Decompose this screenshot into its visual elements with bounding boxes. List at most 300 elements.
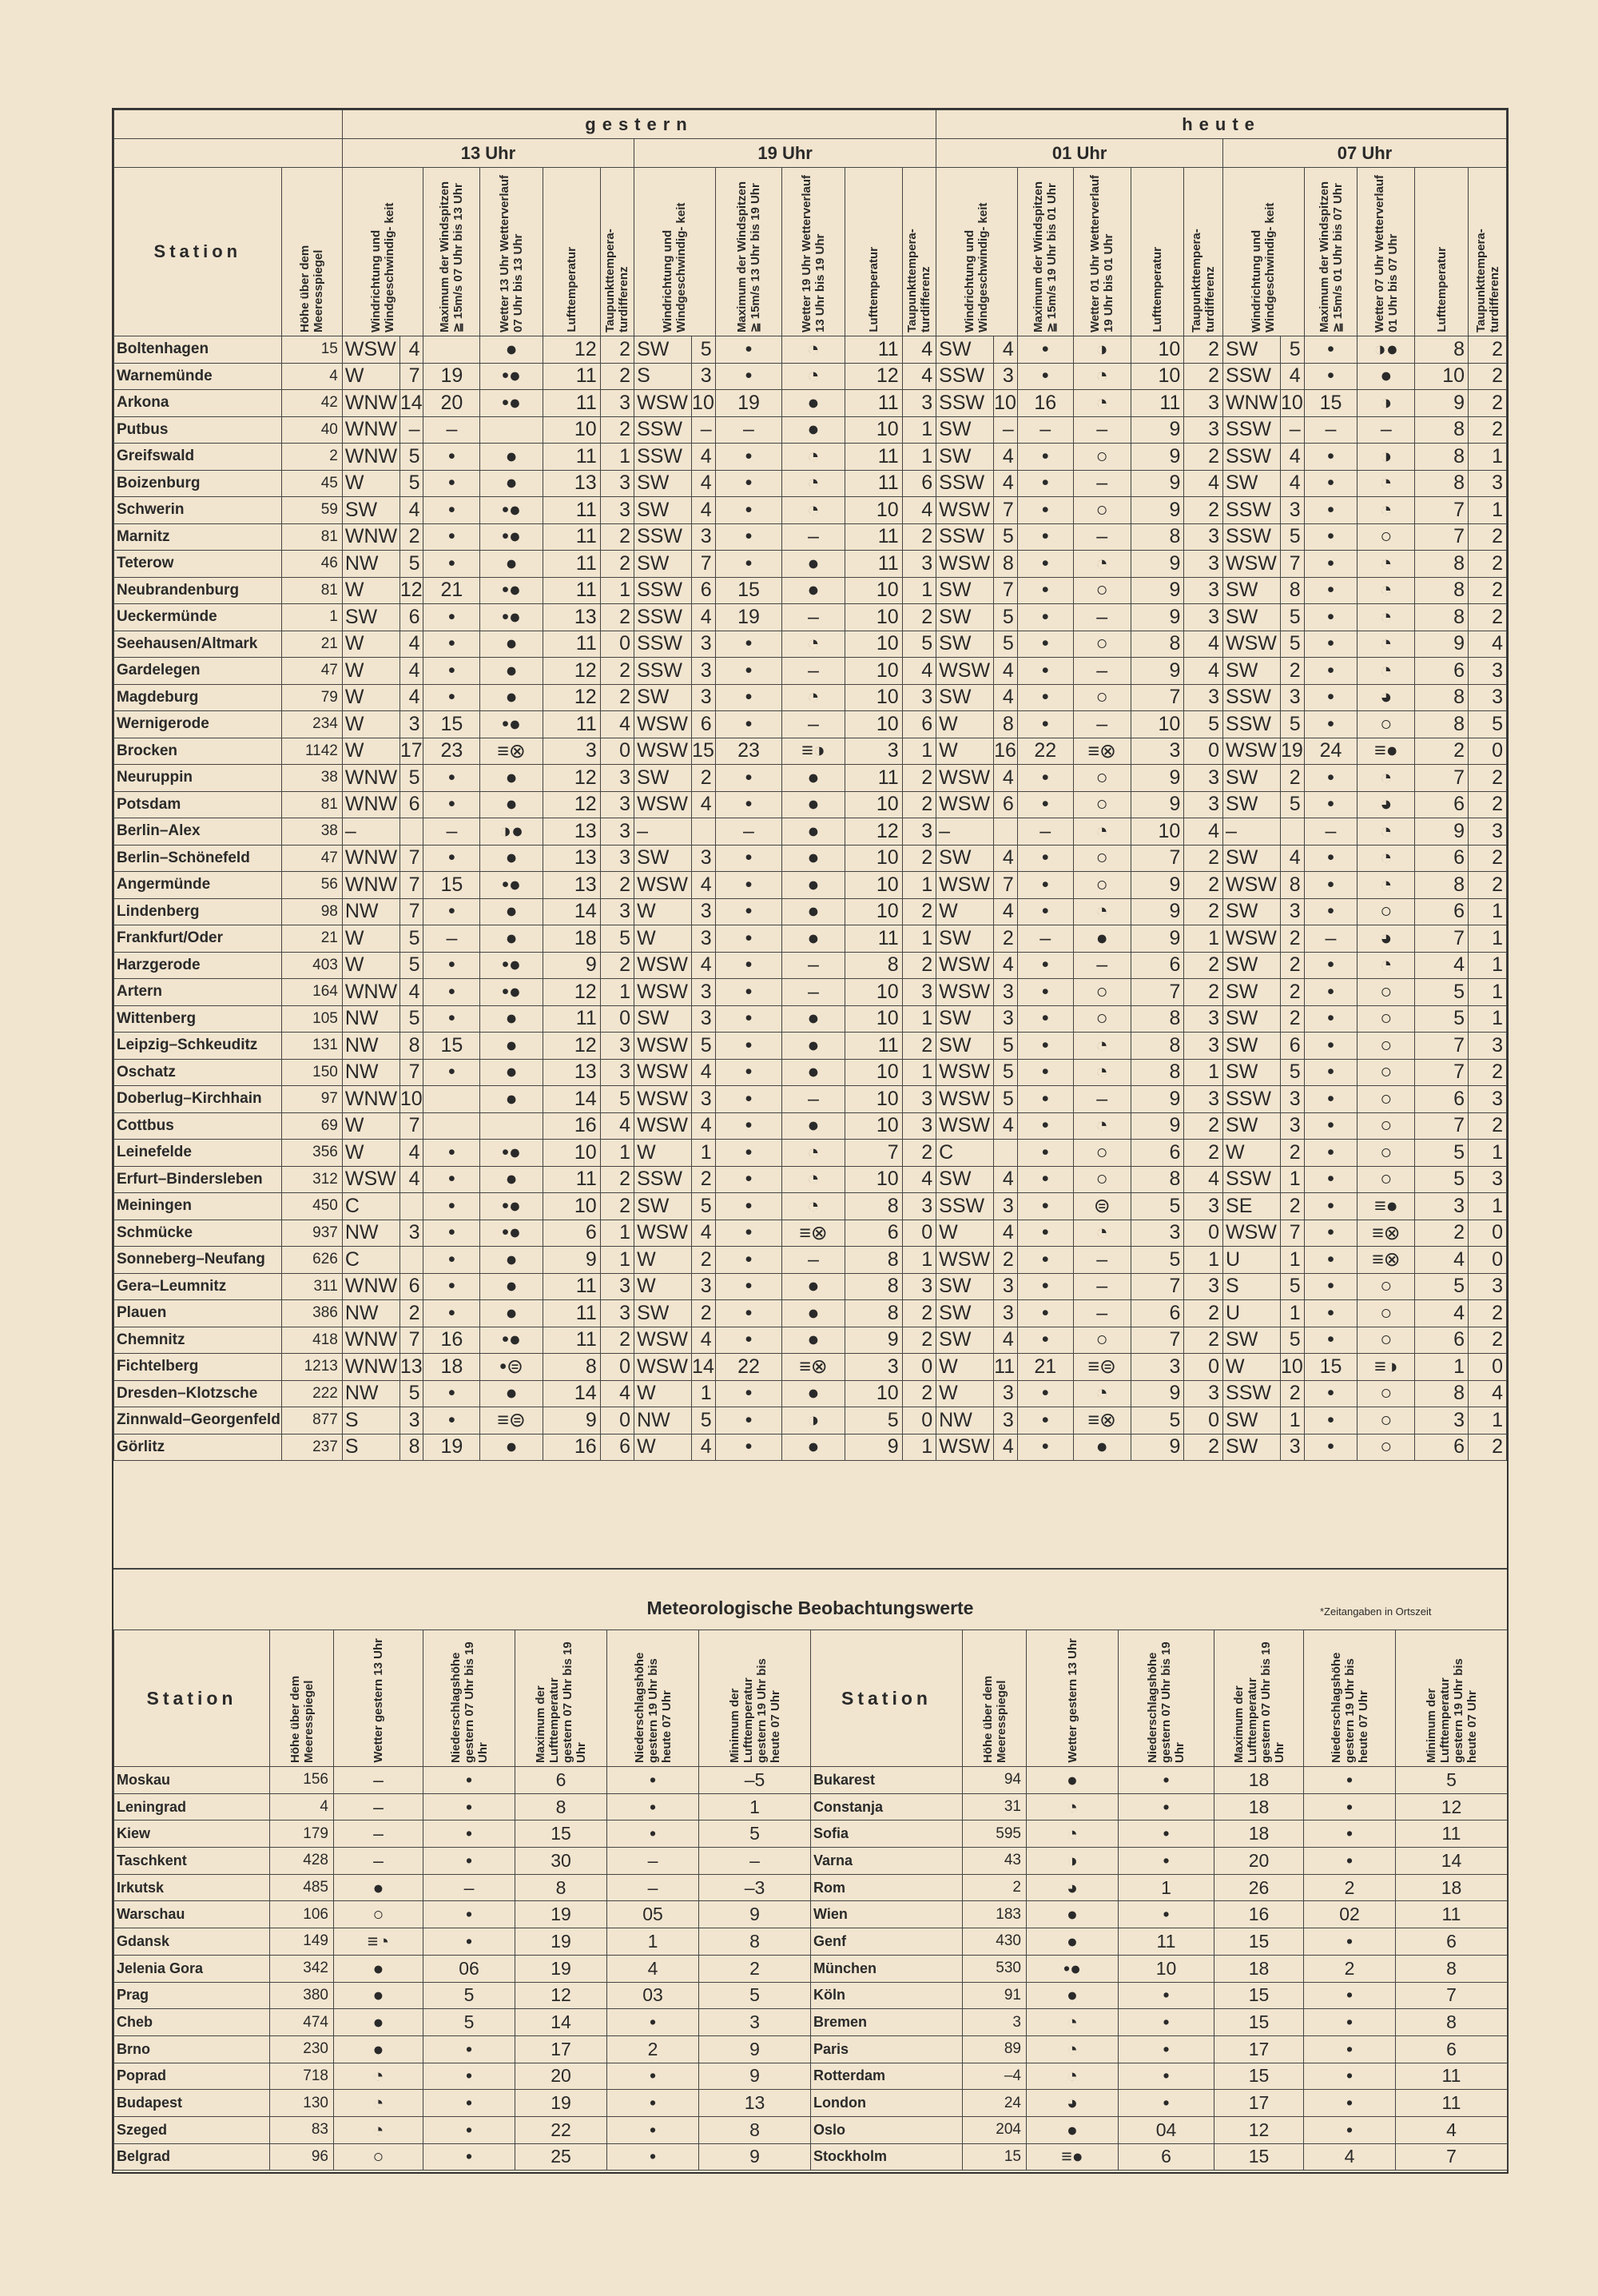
cell: ○ (1073, 444, 1131, 471)
cell: 8 (845, 1193, 902, 1220)
cell: SSW (1223, 1380, 1281, 1407)
cell: 2 (1184, 1140, 1223, 1167)
cell: 1 (1281, 1166, 1305, 1193)
cell: 6 (600, 1434, 634, 1461)
cell: 19 (423, 1434, 480, 1461)
cell: ● (480, 551, 543, 578)
cell: 22 (715, 1354, 782, 1381)
lower-cell: 4 (270, 1793, 334, 1820)
cell: 4 (692, 1434, 716, 1461)
cell: 8 (994, 551, 1018, 578)
lower-cell: • (1119, 1767, 1214, 1794)
cell: • (1304, 872, 1358, 899)
cell: 2 (1184, 872, 1223, 899)
lower-cell: • (1304, 1982, 1396, 2009)
cell: 9 (1131, 604, 1184, 631)
lower-col-header-2: Wetter gestern 13 Uhr (334, 1630, 423, 1767)
lower-station-name: Paris (811, 2035, 963, 2063)
lower-cell: 83 (270, 2116, 334, 2143)
lower-cell: 183 (963, 1901, 1027, 1928)
cell: W (1223, 1140, 1281, 1167)
cell: 4 (1415, 1300, 1469, 1327)
cell: ● (782, 1380, 845, 1407)
lower-cell: ◔ (334, 2090, 423, 2117)
cell: • (1017, 684, 1073, 711)
cell: • (1017, 1086, 1073, 1113)
cell: SSW (1223, 1166, 1281, 1193)
cell: ● (782, 390, 845, 417)
cell: – (423, 818, 480, 846)
station-name: Leipzig–Schkeuditz (114, 1033, 282, 1060)
cell: WNW (342, 845, 400, 872)
cell: 2 (902, 1140, 936, 1167)
cell: 3 (1415, 1407, 1469, 1435)
lower-cell: ◔ (1027, 2035, 1119, 2063)
lower-cell: 6 (1396, 1928, 1508, 1956)
lower-cell: 03 (607, 1982, 699, 2009)
cell: ● (480, 1033, 543, 1060)
cell: ○ (1073, 791, 1131, 818)
cell: – (1073, 711, 1131, 738)
cell: ≡⊗ (1073, 738, 1131, 765)
station-row (114, 765, 1507, 792)
lower-cell: 6 (515, 1767, 607, 1794)
cell: 4 (902, 336, 936, 364)
lower-station-header: Station (114, 1630, 270, 1767)
cell: • (715, 1140, 782, 1167)
cell: 2 (902, 791, 936, 818)
cell: 3 (1469, 1273, 1507, 1300)
cell: 4 (692, 872, 716, 899)
cell: 2 (1469, 1059, 1507, 1086)
cell: 8 (1131, 1033, 1184, 1060)
cell: 45 (281, 470, 342, 497)
cell: 2 (1281, 765, 1305, 792)
cell: • (1304, 1300, 1358, 1327)
cell: ≡◑ (1358, 1354, 1415, 1381)
lower-cell: • (423, 2063, 515, 2090)
cell: SW (634, 470, 692, 497)
lower-cell: • (423, 2116, 515, 2143)
cell: ◔ (782, 444, 845, 471)
cell: ◔ (782, 497, 845, 524)
cell: • (715, 1380, 782, 1407)
cell: 3 (902, 390, 936, 417)
cell: 3 (600, 765, 634, 792)
cell: NW (342, 551, 400, 578)
cell: • (423, 658, 480, 685)
cell: 11 (543, 1166, 600, 1193)
cell: 4 (1415, 1247, 1469, 1274)
lower-cell: • (1304, 1793, 1396, 1820)
cell: •● (480, 363, 543, 390)
cell: 11 (543, 577, 600, 604)
lower-cell: ◕ (1027, 1874, 1119, 1901)
cell: 8 (1415, 470, 1469, 497)
station-name: Erfurt–Bindersleben (114, 1166, 282, 1193)
cell: • (1304, 1193, 1358, 1220)
cell: 6 (1415, 658, 1469, 685)
lower-cell: • (1119, 1793, 1214, 1820)
cell: 7 (994, 577, 1018, 604)
cell: ○ (1073, 845, 1131, 872)
cell: W (342, 363, 400, 390)
cell: • (715, 497, 782, 524)
station-name: Brocken (114, 738, 282, 765)
cell: 1 (902, 1059, 936, 1086)
cell: 1 (1184, 1247, 1223, 1274)
cell: SW (936, 684, 994, 711)
cell: • (715, 711, 782, 738)
lower-col-header-4: Maximum der Lufttemperatur gestern 07 Uhr bis 19 Uhr (515, 1630, 607, 1767)
cell: W (634, 1434, 692, 1461)
cell: 18 (423, 1354, 480, 1381)
lower-cell: 15 (1214, 2063, 1304, 2090)
cell: 2 (600, 551, 634, 578)
cell: 8 (994, 711, 1018, 738)
station-name: Neuruppin (114, 765, 282, 792)
cell: 2 (902, 845, 936, 872)
cell: 1 (1281, 1407, 1305, 1435)
cell: ● (782, 818, 845, 846)
lower-cell: ◔ (334, 2116, 423, 2143)
cell: ≡● (1358, 738, 1415, 765)
cell: 10 (845, 979, 902, 1006)
cell: ◔ (1358, 577, 1415, 604)
cell: 7 (1131, 1273, 1184, 1300)
lower-cell: ● (1027, 1982, 1119, 2009)
corner-cell-2 (114, 139, 343, 168)
cell: WSW (1223, 872, 1281, 899)
cell: 2 (692, 1247, 716, 1274)
corner-cell (114, 110, 343, 139)
cell: ◔ (1073, 1220, 1131, 1247)
cell: ● (480, 658, 543, 685)
cell: 1 (600, 1220, 634, 1247)
cell: 0 (1184, 1407, 1223, 1435)
cell: 2 (600, 1327, 634, 1354)
cell: ● (480, 1059, 543, 1086)
cell: • (423, 979, 480, 1006)
cell: 2 (1469, 872, 1507, 899)
cell: 0 (902, 1407, 936, 1435)
cell: SW (1223, 577, 1281, 604)
col-header-g19-1: Maximum der Windspitzen ≧ 15m/s 13 Uhr bis 19 Uhr (715, 168, 782, 336)
cell: 6 (1415, 1327, 1469, 1354)
cell: 10 (845, 845, 902, 872)
cell: 10 (845, 577, 902, 604)
cell: 5 (400, 925, 423, 953)
cell: 3 (1469, 684, 1507, 711)
cell: 3 (1469, 1166, 1507, 1193)
lower-cell: • (1304, 2116, 1396, 2143)
lower-cell: • (1119, 2035, 1214, 2063)
station-row (114, 1193, 1507, 1220)
station-name: Wittenberg (114, 1005, 282, 1033)
cell: • (715, 1086, 782, 1113)
cell: • (1017, 470, 1073, 497)
cell: • (715, 925, 782, 953)
lower-cell: 18 (1214, 1767, 1304, 1794)
cell: 3 (1184, 1380, 1223, 1407)
cell: 6 (1131, 952, 1184, 979)
cell: 79 (281, 684, 342, 711)
cell: – (994, 416, 1018, 444)
cell: ● (782, 1300, 845, 1327)
cell: 5 (994, 1086, 1018, 1113)
lower-station-name: Cheb (114, 2009, 270, 2036)
lower-station-name: Gdansk (114, 1928, 270, 1956)
cell: 4 (400, 497, 423, 524)
station-row (114, 444, 1507, 471)
station-name: Seehausen/Altmark (114, 631, 282, 658)
lower-row (114, 1874, 811, 1901)
cell: 13 (543, 1059, 600, 1086)
lower-cell: 7 (1396, 1982, 1508, 2009)
cell: • (1304, 898, 1358, 925)
lower-row (114, 2009, 811, 2036)
lower-cell: 4 (1304, 2143, 1396, 2171)
cell: WNW (342, 872, 400, 899)
cell: ⊜ (1073, 1193, 1131, 1220)
station-row (114, 738, 1507, 765)
lower-station-name: Rotterdam (811, 2063, 963, 2090)
station-row (114, 711, 1507, 738)
cell: 4 (692, 470, 716, 497)
lower-row (811, 2090, 1508, 2117)
cell: 2 (1469, 604, 1507, 631)
cell: 5 (692, 1033, 716, 1060)
cell: WSW (1223, 738, 1281, 765)
cell: 15 (281, 336, 342, 364)
cell: • (423, 1166, 480, 1193)
lower-col-header-1: Höhe über dem Meeresspiegel (963, 1630, 1027, 1767)
cell: 8 (845, 1273, 902, 1300)
lower-row (114, 1955, 811, 1982)
cell: 11 (845, 336, 902, 364)
cell: 2 (994, 925, 1018, 953)
cell: – (342, 818, 400, 846)
lower-row (811, 2143, 1508, 2171)
cell: • (423, 791, 480, 818)
lower-col-header-1: Höhe über dem Meeresspiegel (270, 1630, 334, 1767)
cell: 9 (1415, 631, 1469, 658)
cell: • (715, 1407, 782, 1435)
lower-col-header-2: Wetter gestern 13 Uhr (1027, 1630, 1119, 1767)
cell: 4 (994, 684, 1018, 711)
lower-cell: 89 (963, 2035, 1027, 2063)
lower-cell: • (423, 2035, 515, 2063)
cell: • (715, 765, 782, 792)
cell: • (1017, 523, 1073, 551)
cell: – (782, 979, 845, 1006)
cell: W (936, 711, 994, 738)
cell: SE (1223, 1193, 1281, 1220)
lower-cell: ◔ (1027, 2009, 1119, 2036)
cell: • (715, 1059, 782, 1086)
lower-cell: 13 (699, 2090, 811, 2117)
cell: W (342, 952, 400, 979)
lower-cell: • (1304, 1928, 1396, 1956)
cell: 4 (400, 1166, 423, 1193)
col-header-h01-4: Taupunkttempera- turdifferenz (1184, 168, 1223, 336)
lower-cell: • (607, 2143, 699, 2171)
lower-cell: 8 (1396, 2009, 1508, 2036)
lower-cell: 31 (963, 1793, 1027, 1820)
lower-cell: • (1304, 2035, 1396, 2063)
cell: • (1017, 497, 1073, 524)
cell: • (715, 898, 782, 925)
lower-col-header-3: Niederschlagshöhe gestern 07 Uhr bis 19 Uhr (1119, 1630, 1214, 1767)
cell: 1 (692, 1140, 716, 1167)
lower-col-header-6: Minimum der Lufttemperatur gestern 19 Uhr bis heute 07 Uhr (699, 1630, 811, 1767)
cell: ● (782, 845, 845, 872)
cell: • (423, 1140, 480, 1167)
cell: ◔ (782, 470, 845, 497)
cell: 11 (543, 1005, 600, 1033)
cell: 2 (902, 1327, 936, 1354)
cell: 150 (281, 1059, 342, 1086)
station-name: Magdeburg (114, 684, 282, 711)
cell: WSW (634, 738, 692, 765)
lower-cell: 430 (963, 1928, 1027, 1956)
cell: •● (480, 952, 543, 979)
cell: 3 (1184, 1086, 1223, 1113)
lower-table-left (113, 1629, 811, 2171)
col-header-h01-3: Lufttemperatur (1131, 168, 1184, 336)
cell: 9 (1131, 1112, 1184, 1140)
cell: 4 (902, 1166, 936, 1193)
cell: – (634, 818, 692, 846)
cell: 2 (692, 1166, 716, 1193)
cell: 2 (1469, 523, 1507, 551)
cell: • (1017, 336, 1073, 364)
cell: 13 (543, 845, 600, 872)
cell: W (342, 631, 400, 658)
lower-title: Meteorologische Beobachtungswerte (646, 1598, 974, 1618)
lower-cell: 12 (1214, 2116, 1304, 2143)
lower-station-name: Poprad (114, 2063, 270, 2090)
cell: ◔ (1073, 818, 1131, 846)
cell: • (1304, 1380, 1358, 1407)
cell: 8 (1131, 523, 1184, 551)
cell: 10 (845, 416, 902, 444)
station-row (114, 1434, 1507, 1461)
cell: 7 (1415, 497, 1469, 524)
lower-row (114, 1793, 811, 1820)
cell: 21 (1017, 1354, 1073, 1381)
cell: SW (342, 604, 400, 631)
lower-cell: ◔ (1027, 2063, 1119, 2090)
cell: SW (936, 416, 994, 444)
cell: 234 (281, 711, 342, 738)
cell: 2 (902, 1380, 936, 1407)
cell: WSW (342, 336, 400, 364)
cell: 10 (845, 1059, 902, 1086)
cell: – (1073, 1273, 1131, 1300)
lower-cell: 179 (270, 1820, 334, 1848)
cell: ≡⊗ (1358, 1220, 1415, 1247)
cell: 2 (600, 523, 634, 551)
cell: • (423, 1220, 480, 1247)
cell: 8 (1131, 1166, 1184, 1193)
station-name: Cottbus (114, 1112, 282, 1140)
cell: 5 (1415, 979, 1469, 1006)
group-gestern: gestern (342, 110, 936, 139)
cell: 7 (1131, 979, 1184, 1006)
cell: ● (480, 684, 543, 711)
cell: ● (782, 1273, 845, 1300)
lower-cell: ● (334, 1982, 423, 2009)
cell: S (634, 363, 692, 390)
cell: 8 (1415, 577, 1469, 604)
cell: 5 (1281, 711, 1305, 738)
cell: 38 (281, 818, 342, 846)
station-row (114, 1407, 1507, 1435)
station-row (114, 898, 1507, 925)
cell: – (1073, 470, 1131, 497)
cell: 4 (1184, 631, 1223, 658)
cell: – (1304, 818, 1358, 846)
cell (423, 336, 480, 364)
cell: • (1304, 711, 1358, 738)
cell: 5 (902, 631, 936, 658)
cell: 3 (600, 390, 634, 417)
cell: 4 (1281, 444, 1305, 471)
lower-cell: 2 (607, 2035, 699, 2063)
station-name: Arkona (114, 390, 282, 417)
cell: 3 (994, 1407, 1018, 1435)
height-header: Höhe über dem Meeresspiegel (281, 168, 342, 336)
lower-cell: 4 (607, 1955, 699, 1982)
station-row (114, 1327, 1507, 1354)
lower-cell: 16 (1214, 1901, 1304, 1928)
cell: – (782, 1247, 845, 1274)
cell: 4 (902, 363, 936, 390)
lower-cell: 15 (963, 2143, 1027, 2171)
cell: 2 (1281, 979, 1305, 1006)
station-name: Angermünde (114, 872, 282, 899)
cell: W (634, 1140, 692, 1167)
cell: •● (480, 604, 543, 631)
cell: NW (342, 1220, 400, 1247)
col-header-g13-3: Lufttemperatur (543, 168, 600, 336)
lower-cell: 2 (1304, 1955, 1396, 1982)
cell: ● (782, 765, 845, 792)
cell: 3 (600, 1300, 634, 1327)
station-name: Berlin–Alex (114, 818, 282, 846)
cell: 2 (1469, 336, 1507, 364)
cell: • (423, 1247, 480, 1274)
cell: 2 (600, 336, 634, 364)
cell: 3 (1281, 1112, 1305, 1140)
cell: 2 (902, 1033, 936, 1060)
cell: 2 (1184, 1112, 1223, 1140)
lower-cell: 11 (1396, 1901, 1508, 1928)
cell: 312 (281, 1166, 342, 1193)
cell: W (342, 577, 400, 604)
lower-row (811, 2063, 1508, 2090)
cell: 13 (543, 604, 600, 631)
cell: ○ (1358, 1166, 1415, 1193)
cell: 7 (400, 1112, 423, 1140)
cell: SSW (936, 1193, 994, 1220)
cell: 9 (1131, 898, 1184, 925)
lower-station-name: München (811, 1955, 963, 1982)
lower-cell: • (607, 1767, 699, 1794)
lower-right-header (811, 1630, 1508, 1767)
lower-station-name: Stockholm (811, 2143, 963, 2171)
